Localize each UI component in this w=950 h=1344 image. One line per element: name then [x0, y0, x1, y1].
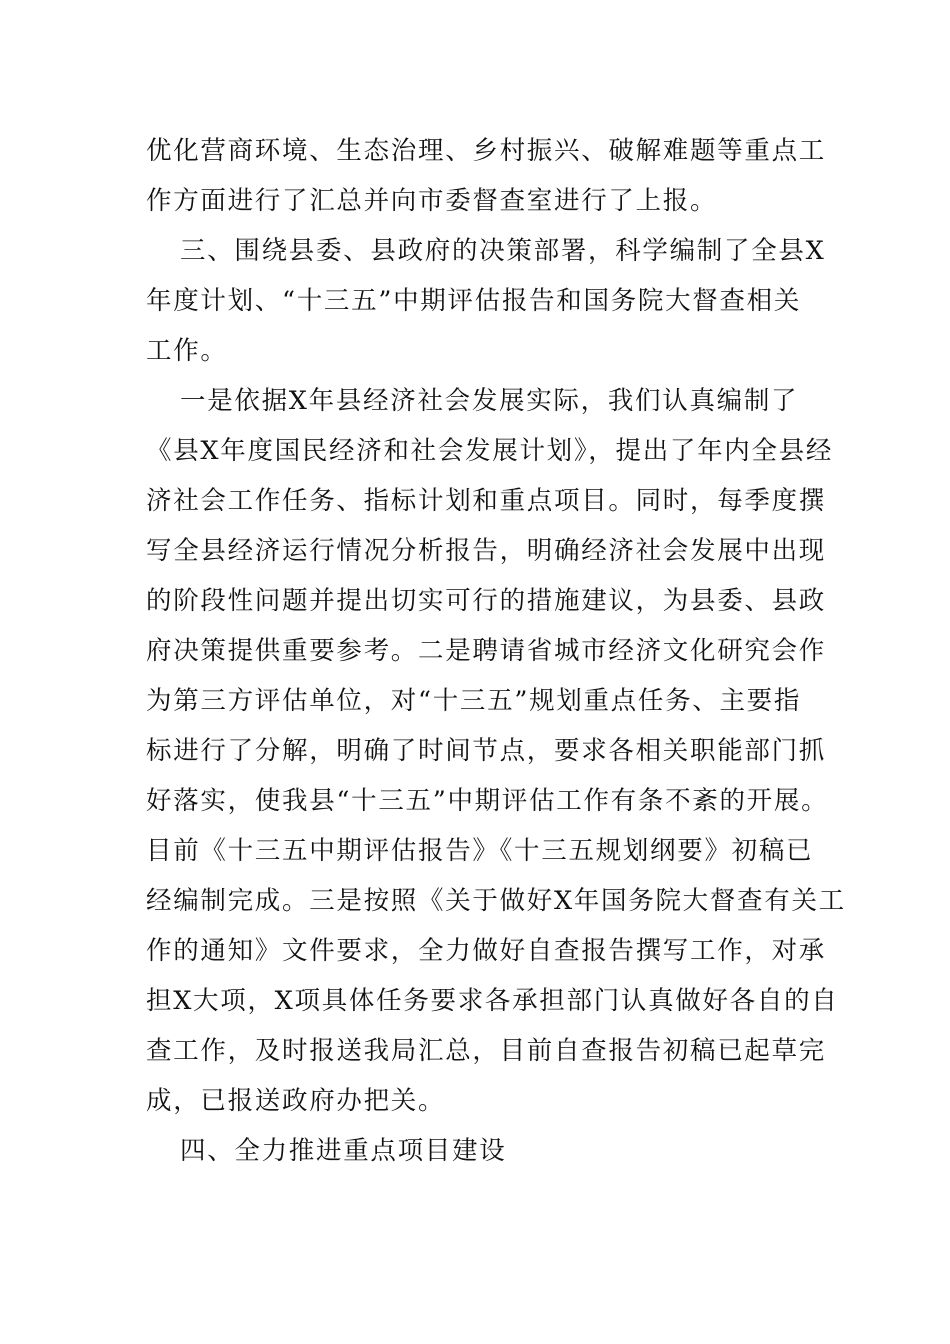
body-text-line: 府决策提供重要参考。二是聘请省城市经济文化研究会作 — [146, 636, 827, 666]
body-text-line: 好落实，使我县“十三五”中期评估工作有条不紊的开展。 — [146, 786, 829, 816]
body-text-line: 经编制完成。三是按照《关于做好X年国务院大督查有关工 — [146, 886, 846, 916]
paragraph-first-line: 一是依据X年县经济社会发展实际，我们认真编制了 — [180, 386, 799, 416]
body-text-line: 济社会工作任务、指标计划和重点项目。同时，每季度撰 — [146, 486, 827, 516]
body-text-line: 《县X年度国民经济和社会发展计划》，提出了年内全县经 — [146, 436, 834, 466]
body-text-line: 标进行了分解，明确了时间节点，要求各相关职能部门抓 — [146, 736, 827, 766]
section-heading-3-line: 工作。 — [146, 336, 228, 366]
body-text-line: 的阶段性问题并提出切实可行的措施建议，为县委、县政 — [146, 586, 827, 616]
section-heading-3-line: 年度计划、“十三五”中期评估报告和国务院大督查相关 — [146, 286, 802, 316]
body-text-line: 作的通知》文件要求，全力做好自查报告撰写工作，对承 — [146, 936, 827, 966]
section-heading-4: 四、全力推进重点项目建设 — [180, 1136, 507, 1166]
body-text-line: 优化营商环境、生态治理、乡村振兴、破解难题等重点工 — [146, 136, 827, 166]
section-heading-3: 三、围绕县委、县政府的决策部署，科学编制了全县X — [180, 236, 826, 266]
body-text-line: 写全县经济运行情况分析报告，明确经济社会发展中出现 — [146, 536, 827, 566]
body-text-line: 查工作，及时报送我局汇总，目前自查报告初稿已起草完 — [146, 1036, 827, 1066]
body-text-line: 担X大项，X项具体任务要求各承担部门认真做好各自的自 — [146, 986, 839, 1016]
body-text-line: 成，已报送政府办把关。 — [146, 1086, 446, 1116]
body-text-line: 目前《十三五中期评估报告》《十三五规划纲要》初稿已 — [146, 836, 814, 866]
body-text-line: 为第三方评估单位，对“十三五”规划重点任务、主要指 — [146, 686, 802, 716]
body-text-line: 作方面进行了汇总并向市委督查室进行了上报。 — [146, 186, 718, 216]
